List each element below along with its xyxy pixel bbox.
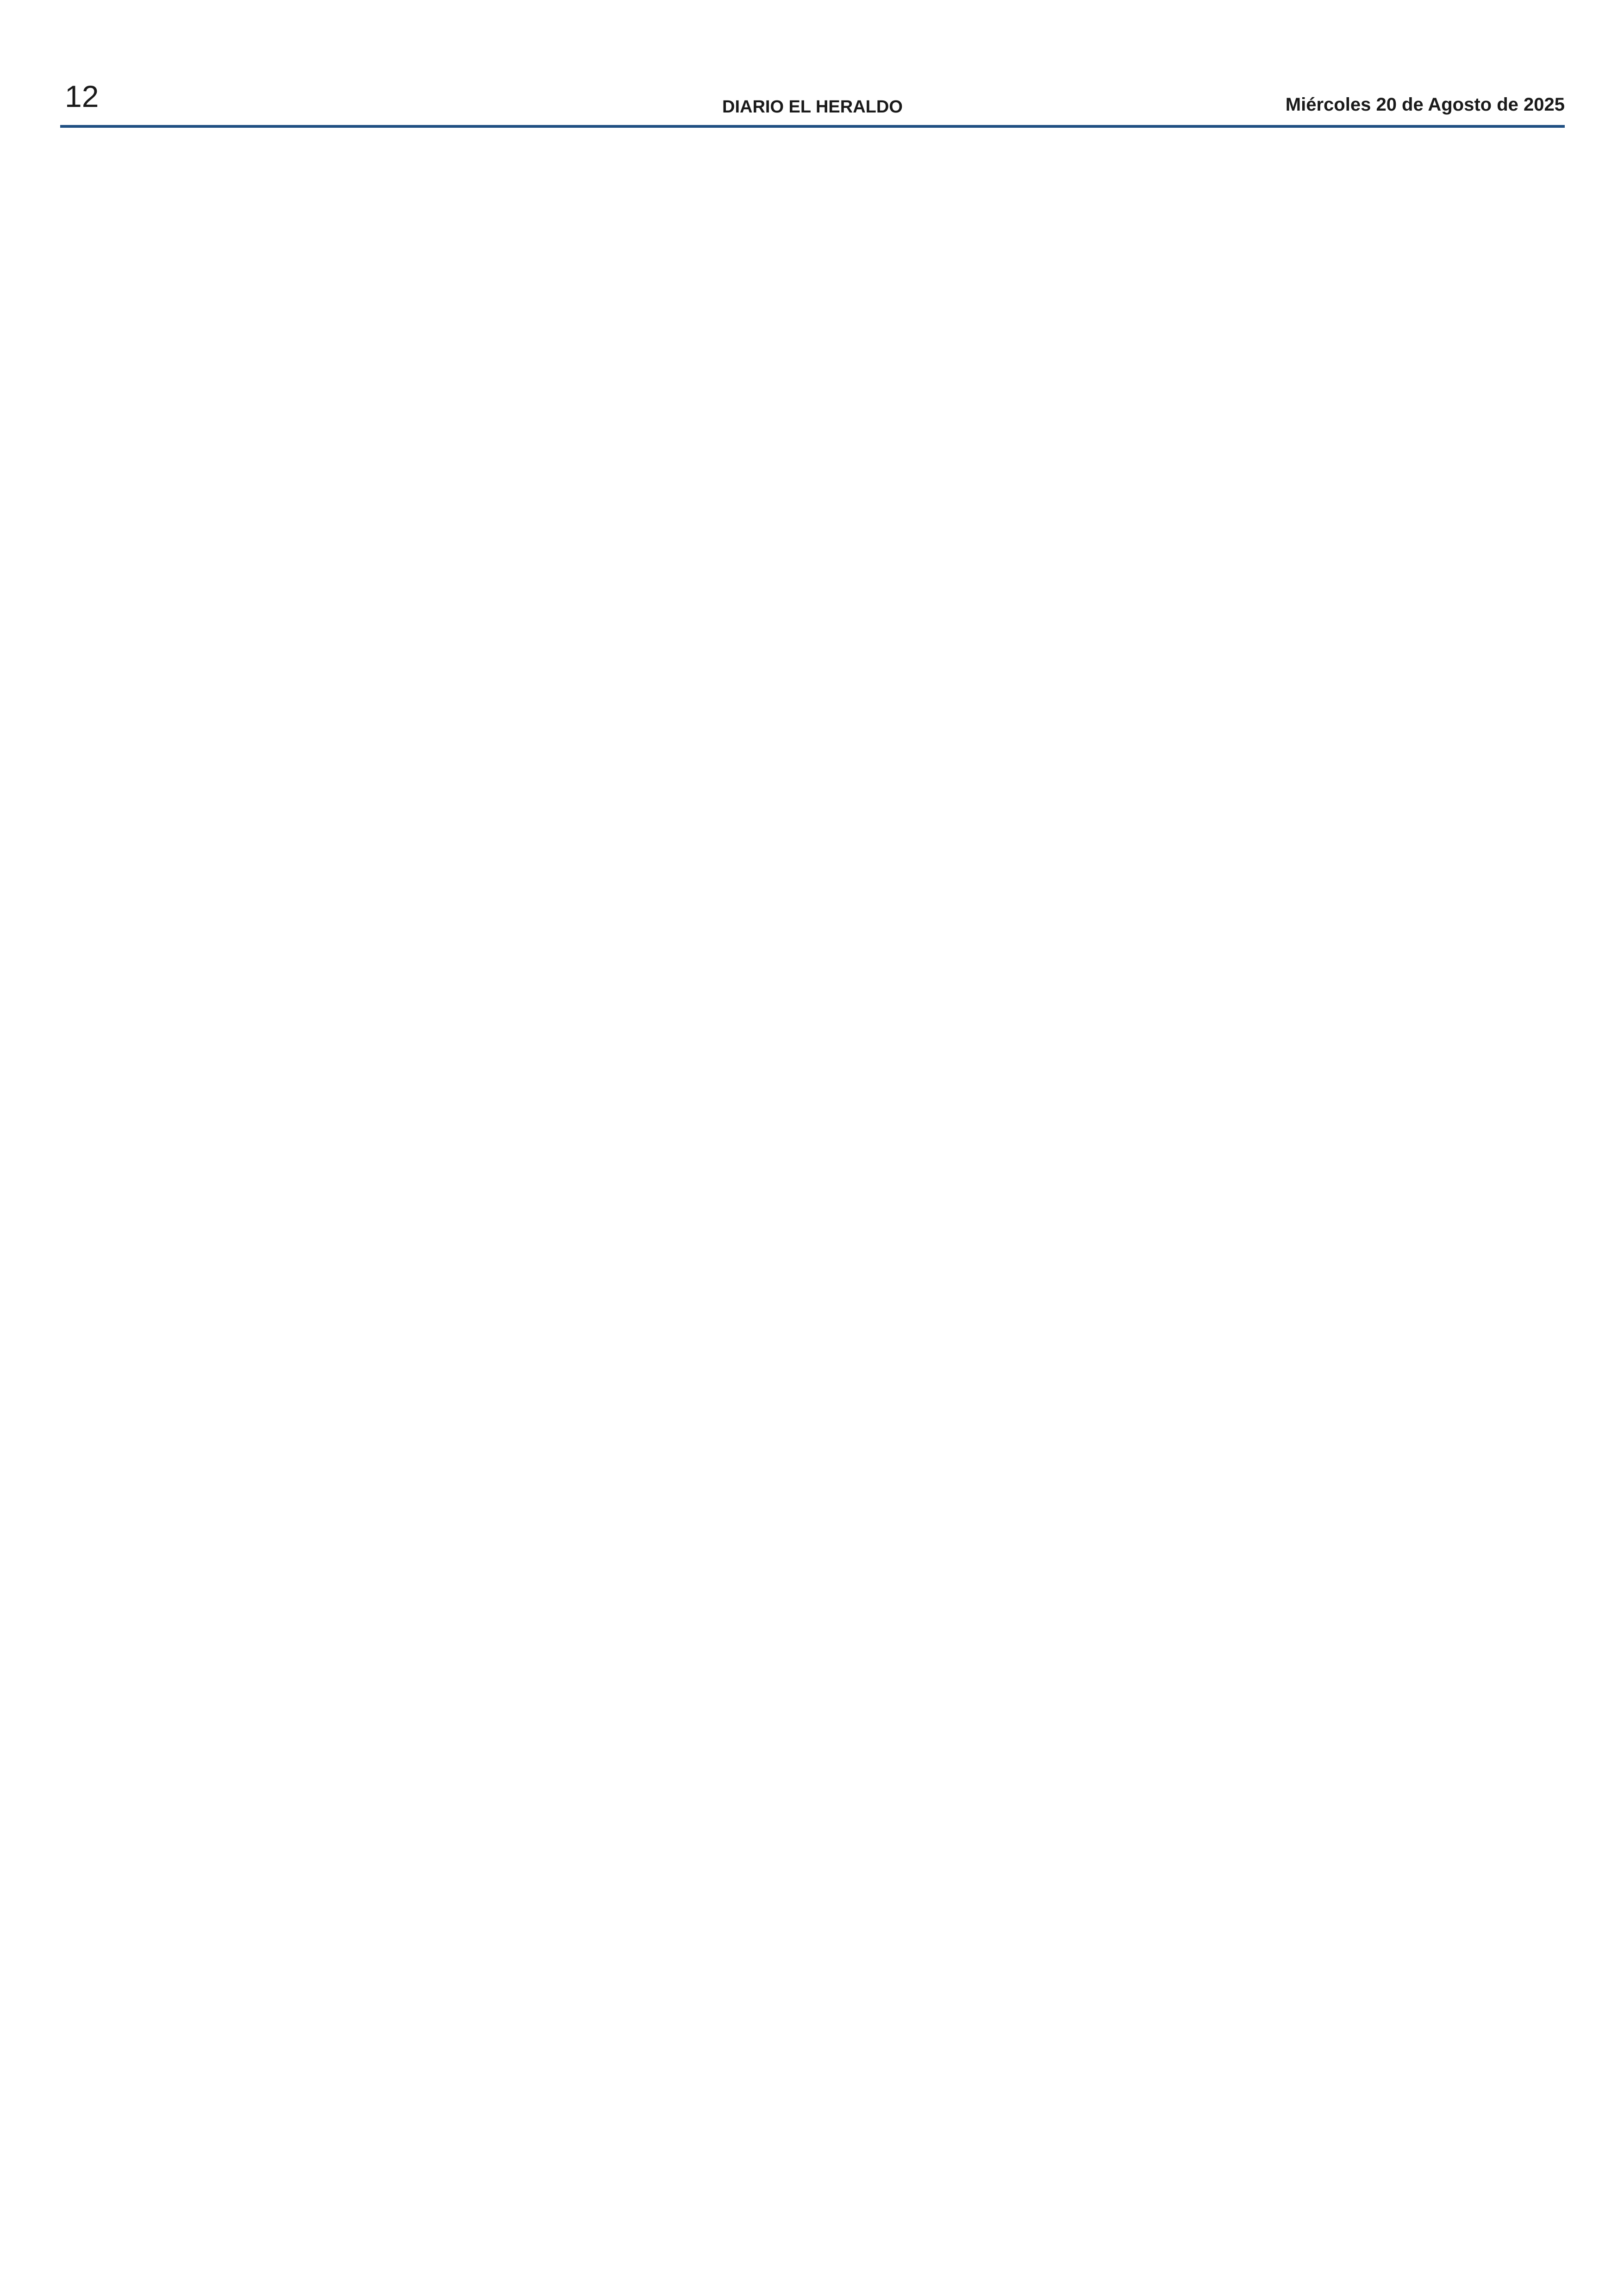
page-header — [60, 79, 1565, 128]
page-number: 12 — [65, 79, 99, 113]
issue-date: Miércoles 20 de Agosto de 2025 — [1285, 94, 1565, 115]
paper-name: DIARIO EL HERALDO — [722, 97, 903, 117]
